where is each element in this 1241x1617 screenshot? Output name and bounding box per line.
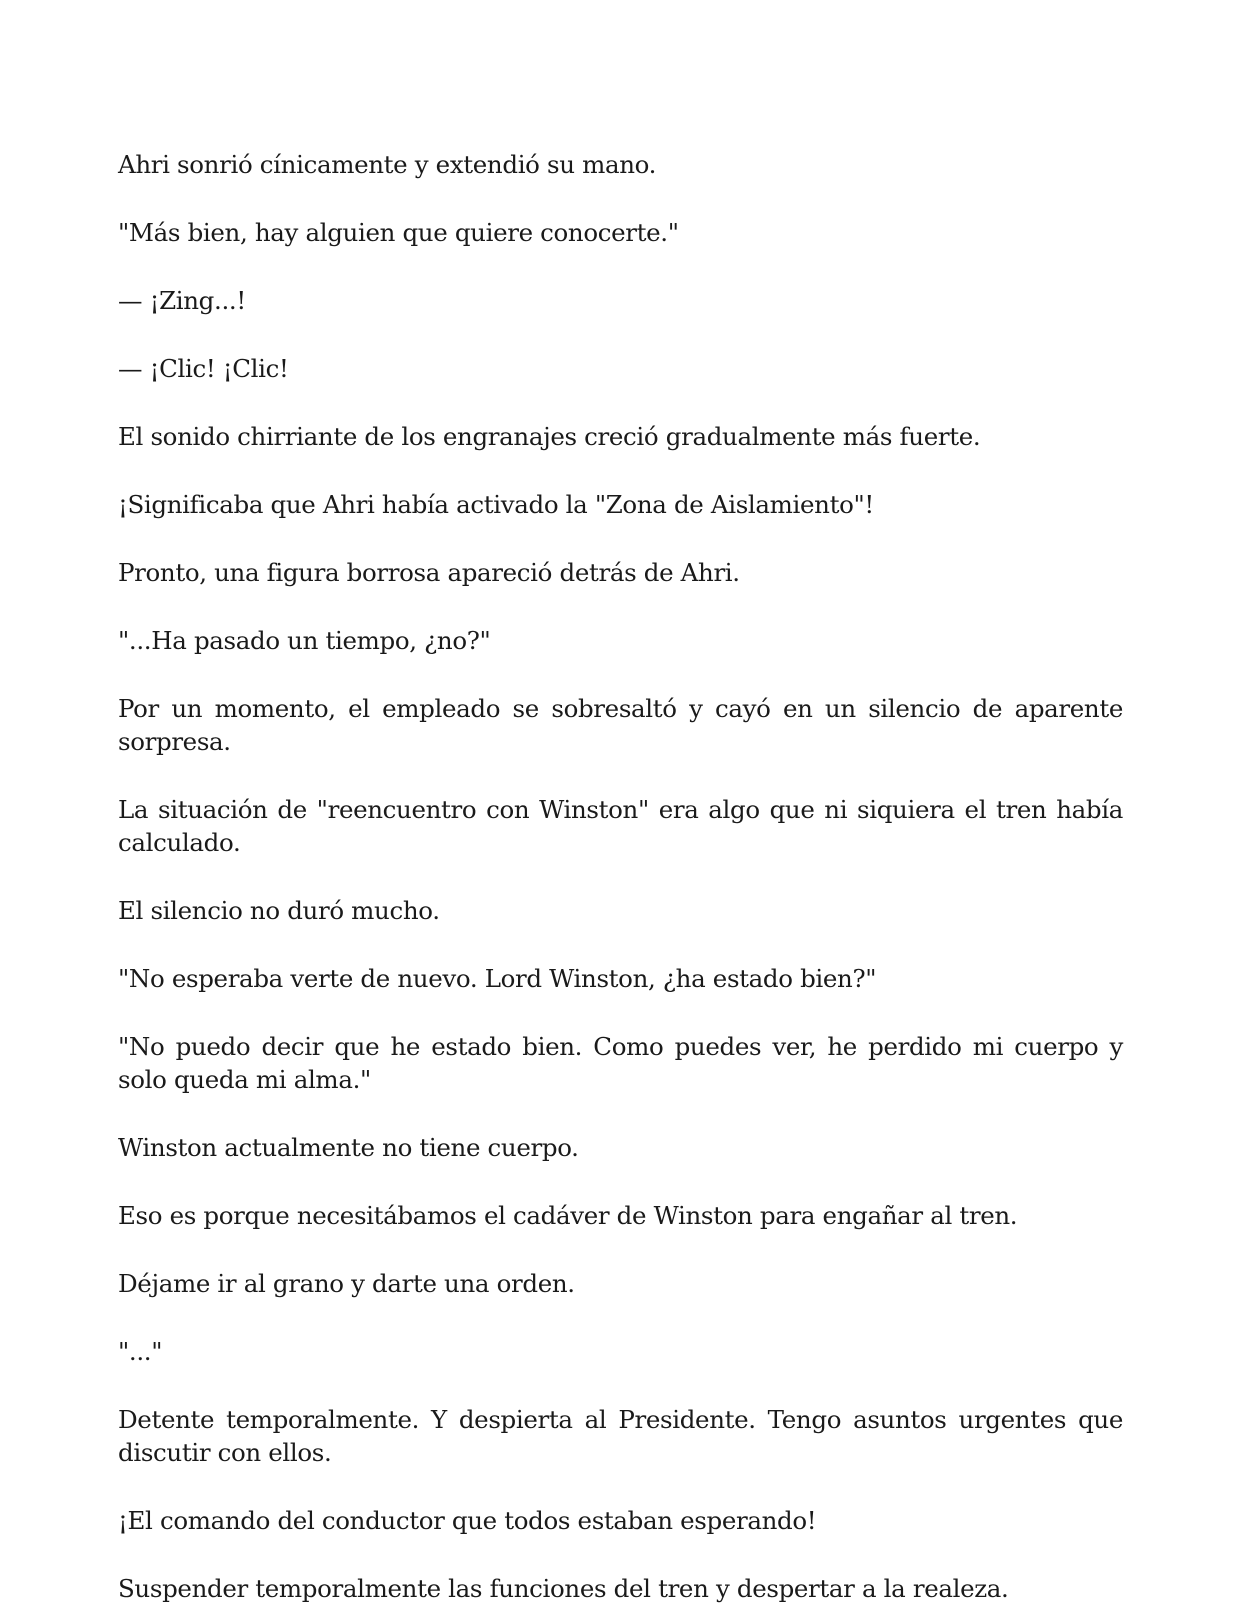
- paragraph: ¡El comando del conductor que todos estaban esperando!: [118, 1506, 817, 1535]
- paragraph: "...Ha pasado un tiempo, ¿no?": [118, 626, 491, 655]
- paragraph: Déjame ir al grano y darte una orden.: [118, 1269, 575, 1298]
- paragraph: — ¡Clic! ¡Clic!: [118, 354, 289, 383]
- paragraph: "...": [118, 1337, 163, 1366]
- paragraph: "No puedo decir que he estado bien. Como puedes ver, he perdido mi cuerpo y solo queda mi alma.": [118, 1032, 1123, 1094]
- document-body: [118, 148, 1123, 1617]
- paragraph: Suspender temporalmente las funciones del tren y despertar a la realeza.: [118, 1574, 1009, 1603]
- paragraph: El sonido chirriante de los engranajes creció gradualmente más fuerte.: [118, 422, 981, 451]
- paragraph: — ¡Zing...!: [118, 286, 246, 315]
- paragraph: ¡Significaba que Ahri había activado la "Zona de Aislamiento"!: [118, 490, 874, 519]
- paragraph: Eso es porque necesitábamos el cadáver de Winston para engañar al tren.: [118, 1201, 1018, 1230]
- paragraph: La situación de "reencuentro con Winston" era algo que ni siquiera el tren había calculado.: [118, 795, 1123, 857]
- paragraph: Ahri sonrió cínicamente y extendió su mano.: [118, 150, 657, 179]
- paragraph: Por un momento, el empleado se sobresaltó y cayó en un silencio de aparente sorpresa.: [118, 694, 1123, 756]
- paragraph: El silencio no duró mucho.: [118, 896, 440, 925]
- paragraph: "No esperaba verte de nuevo. Lord Winston, ¿ha estado bien?": [118, 964, 877, 993]
- paragraph: "Más bien, hay alguien que quiere conocerte.": [118, 218, 679, 247]
- paragraph: Pronto, una figura borrosa apareció detrás de Ahri.: [118, 558, 740, 587]
- paragraph: Winston actualmente no tiene cuerpo.: [118, 1133, 579, 1162]
- paragraph: Detente temporalmente. Y despierta al Presidente. Tengo asuntos urgentes que discutir con ellos.: [118, 1405, 1123, 1467]
